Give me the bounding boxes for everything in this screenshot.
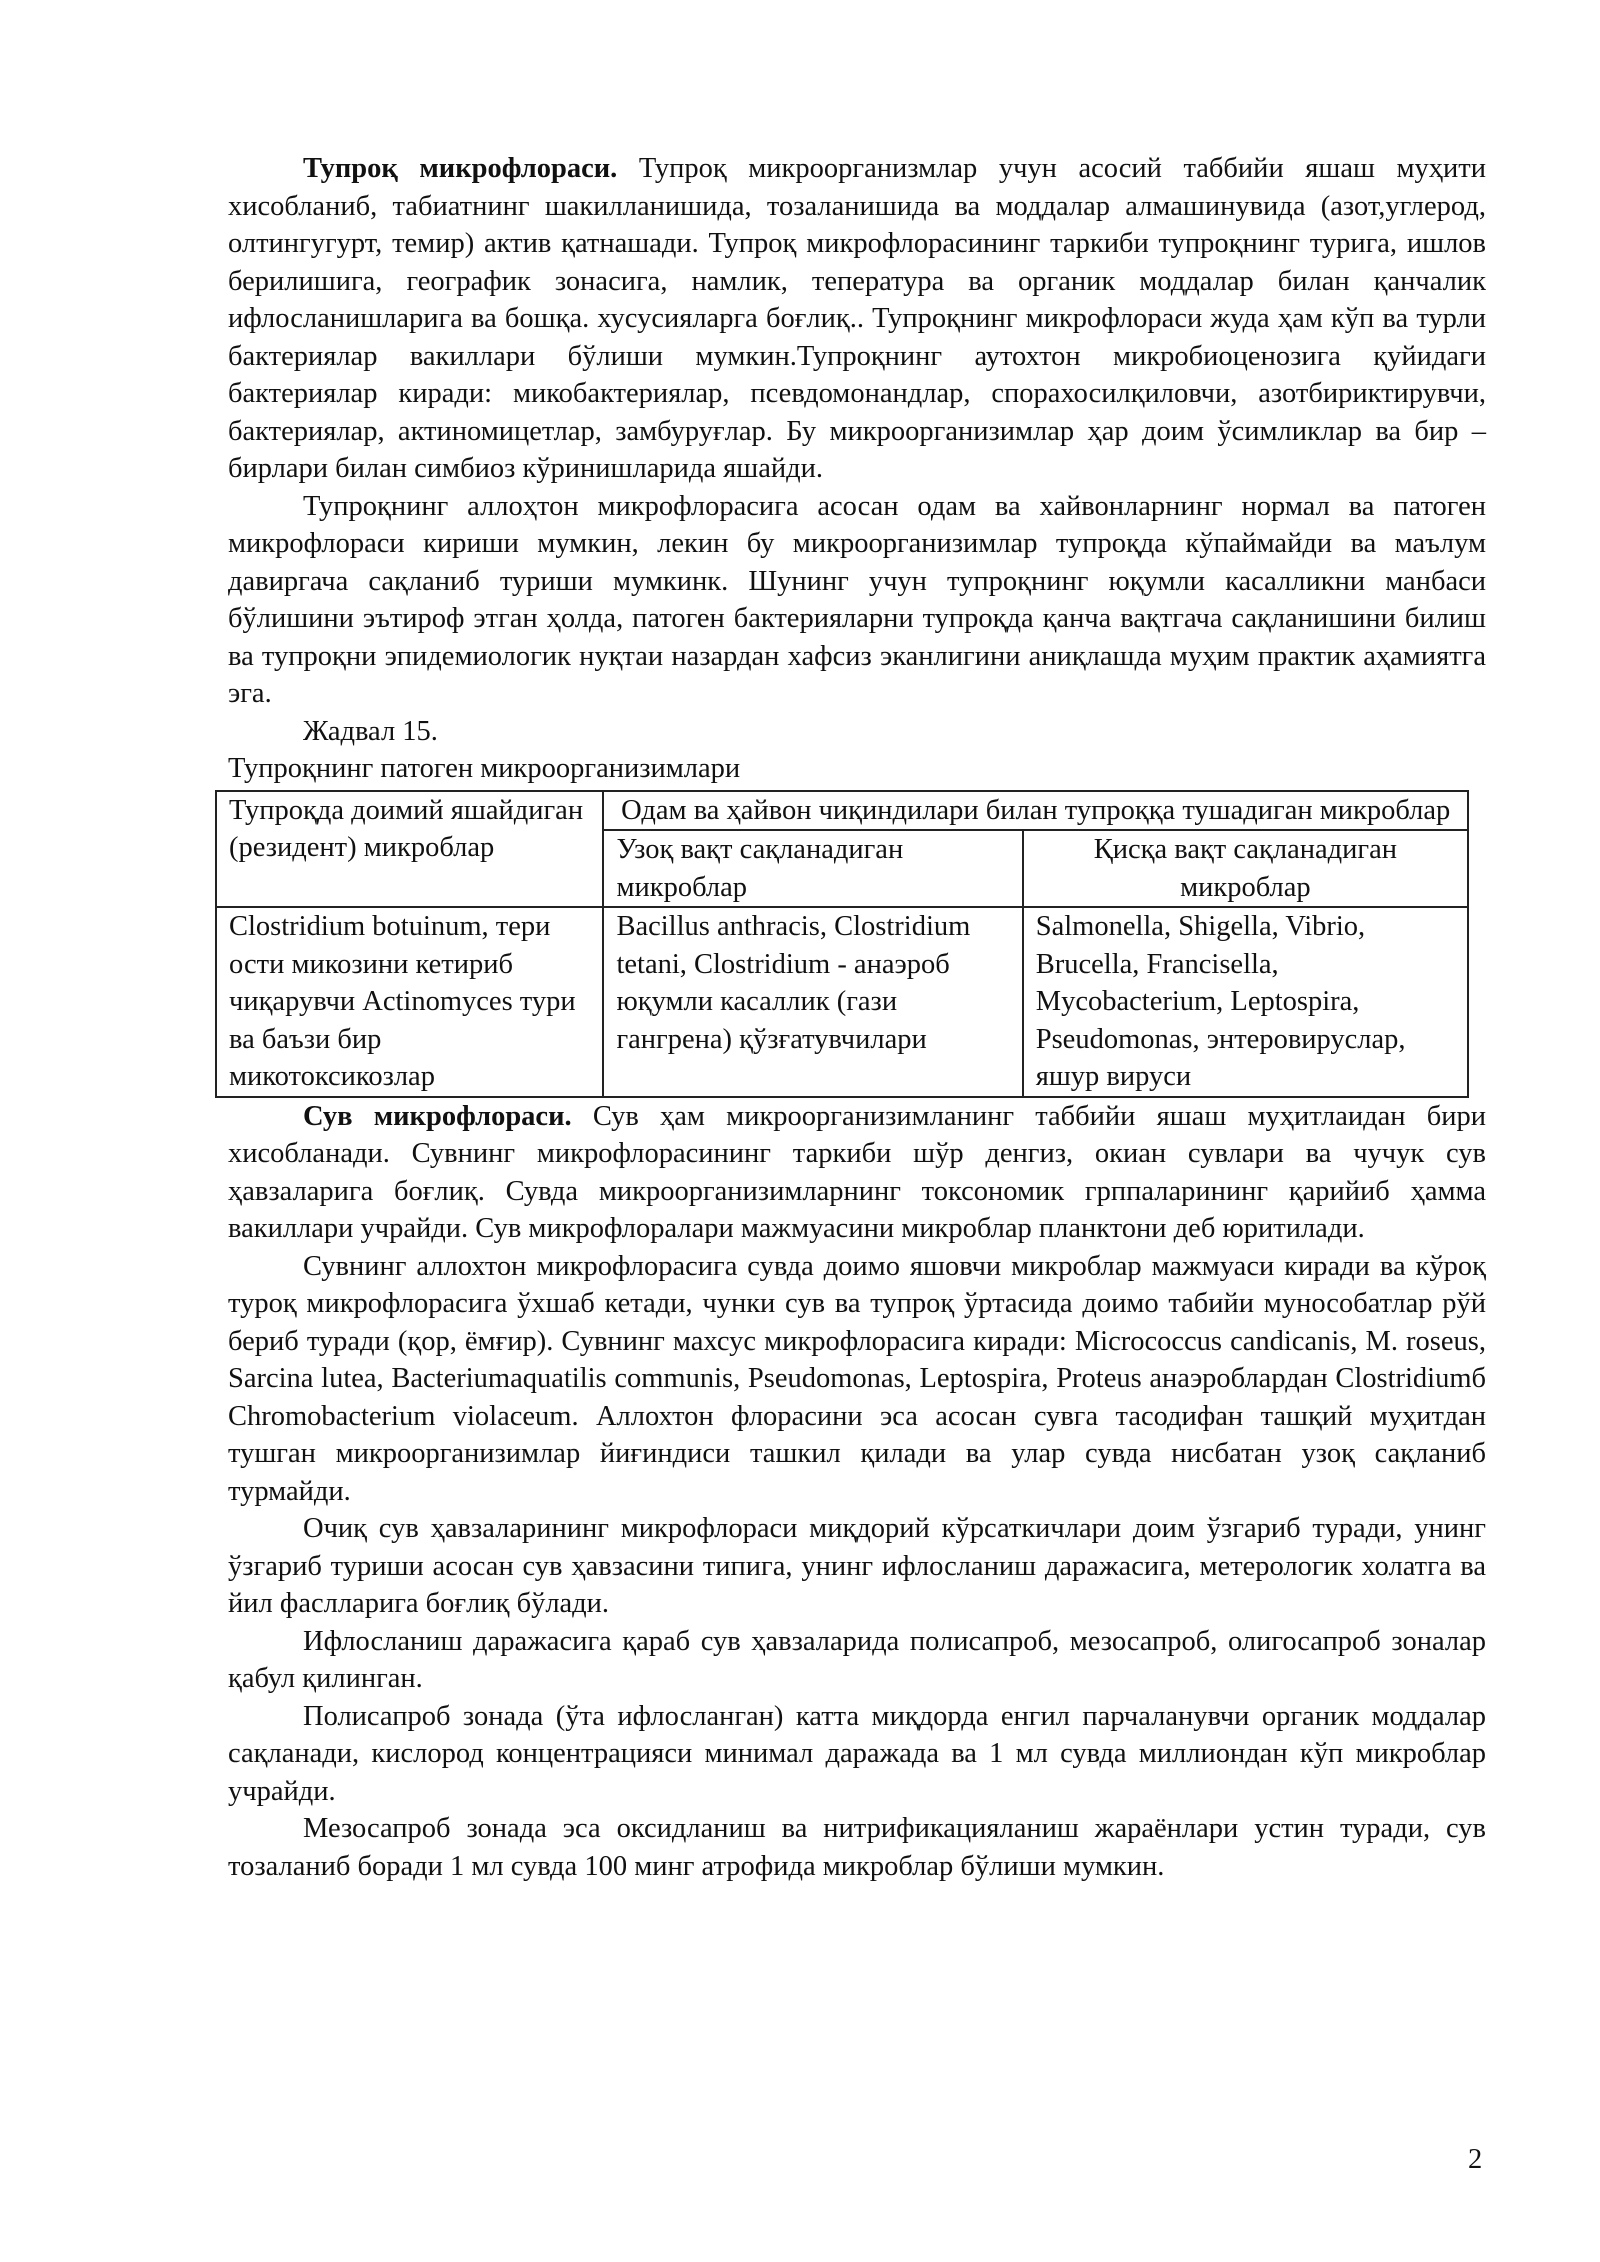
document-page xyxy=(228,150,1486,1885)
pathogen-table xyxy=(215,790,1469,1098)
paragraph-open-water: Очиқ сув ҳавзаларининг микрофлораси миқдорий кўрсаткичлари доим ўзгариб туради, унинг ўзгариб туриши асосан сув ҳавзасини типига, унинг ифлосланиш даражасига, метерологик холатга ва йил фаслларига боғлиқ бўлади. xyxy=(228,1513,1486,1619)
table-header-row xyxy=(216,791,1468,831)
table-cell-long: Bacillus anthracis, Clostridium tetani, Clostridium - анаэроб юқумли касаллик (гази гангрена) қўзғатувчилари xyxy=(603,907,1022,1097)
header-resident-microbes: Тупроқда доимий яшайдиган (резидент) микроблар xyxy=(216,791,603,908)
header-short-survival: Қисқа вақт сақланадиган микроблар xyxy=(1023,830,1468,907)
paragraph-text: Тупроқ микроорганизмлар учун асосий таббийи яшаш муҳити хисобланиб, табиатнинг шакилланишида, тозаланишида ва моддалар алмашинувида (азот,углерод, олтингугурт, темир) актив қатнашади. Тупроқ микрофлорасининг таркиби тупроқнинг турига, ишлов берилишига, географик зонасига, намлик, тепература ва органик моддалар билан қанчалик ифлосланишларига ва бошқа. хусусияларга боғлиқ.. Тупроқнинг микрофлораси жуда ҳам кўп ва турли бактериялар вакиллари бўлиши мумкин.Тупроқнинг аутохтон микробиоценозига қуйидаги бактериялар киради: микобактериялар, псевдомонандлар, спорахосилқиловчи, азотбириктирувчи, бактериялар, актиномицетлар, замбуруғлар. Бу микроорганизимлар ҳар доим ўсимликлар ва бир –бирлари билан симбиоз кўринишларида яшайди. xyxy=(228,153,1486,484)
paragraph-polysaprobic: Полисапроб зонада (ўта ифлосланган) катта миқдорда енгил парчаланувчи органик моддалар сақланади, кислород концентрацияси минимал даражада ва 1 мл сувда миллиондан кўп микроблар учрайди. xyxy=(228,1700,1486,1807)
table-cell-resident: Clostridium botuinum, тери ости микозини кетириб чиқарувчи Actinomyces тури ва баъзи бир микотоксикозлар xyxy=(216,907,603,1097)
paragraph-soil-allochthonous: Тупроқнинг аллоҳтон микрофлорасига асосан одам ва хайвонларнинг нормал ва патоген микрофлораси кириши мумкин, лекин бу микроорганизимлар тупроқда кўпаймайди ва маълум давиргача сақланиб туриши мумкинк. Шунинг учун тупроқнинг юқумли касалликни манбаси бўлишини эътироф этган ҳолда, патоген бактерияларни тупроқда қанча вақтгача сақланишини билиш ва тупроқни эпидемиологик нуқтаи назардан хафсиз эканлигини аниқлашда муҳим практик аҳамиятга эга. xyxy=(228,490,1486,709)
table-title: Тупроқнинг патоген микроорганизимлари xyxy=(228,753,741,784)
header-long-survival: Узоқ вақт сақланадиган микроблар xyxy=(603,830,1022,907)
heading-water-microflora: Сув микрофлораси. xyxy=(303,1100,572,1132)
table-label: Жадвал 15. xyxy=(303,715,438,747)
paragraph-text: Сув ҳам микроорганизимланинг таббийи яшаш муҳитлаидан бири хисобланади. Сувнинг микрофлорасининг таркиби шўр денгиз, окиан сувлари ва чучук сув ҳавзаларига боғлиқ. Сувда микроорганизимларнинг токсономик грппаларининг қарийиб ҳамма вакиллари учрайди. Сув микрофлоралари мажмуасини микроблар планктони деб юритилади. xyxy=(228,1100,1486,1244)
table-row xyxy=(216,907,1468,1097)
paragraph-pollution-zones: Ифлосланиш даражасига қараб сув ҳавзаларида полисапроб, мезосапроб, олигосапроб зоналар қабул қилинган. xyxy=(228,1625,1486,1694)
header-waste-microbes: Одам ва ҳайвон чиқиндилари билан тупроққа тушадиган микроблар xyxy=(603,791,1468,831)
table-cell-short: Salmonella, Shigella, Vibrio, Brucella, Francisella, Mycobacterium, Leptospira, Pseudomonas, энтеровируслар, яшур вируси xyxy=(1023,907,1468,1097)
page-number: 2 xyxy=(1468,2144,1483,2175)
paragraph-mesosaprobic: Мезосапроб зонада эса оксидланиш ва нитрификацияланиш жараёнлари устин туради, сув тозаланиб боради 1 мл сувда 100 минг атрофида микроблар бўлиши мумкин. xyxy=(228,1813,1486,1882)
paragraph-water-intro xyxy=(228,1098,1486,1248)
paragraph-water-allochthonous: Сувнинг аллохтон микрофлорасига сувда доимо яшовчи микроблар мажмуаси киради ва кўроқ туроқ микрофлорасига ўхшаб кетади, чунки сув ва тупроқ ўртасида доимо табийи мунособатлар рўй бериб туради (қор, ёмғир). Сувнинг махсус микрофлорасига киради: Micrococcus candicanis, M. roseus, Sarcina lutea, Bacteriumaquatilis communis, Pseudomonas, Leptospira, Proteus анаэроблардан Clostridiumб Chromobacterium violaceum. Аллохтон флорасини эса асосан сувга тасодифан ташқий муҳитдан тушган микроорганизимлар йиғиндиси ташкил қилади ва улар сувда нисбатан узоқ сақланиб турмайди. xyxy=(228,1250,1486,1507)
paragraph-soil-intro xyxy=(228,150,1486,488)
heading-soil-microflora: Тупроқ микрофлораси. xyxy=(303,153,618,184)
